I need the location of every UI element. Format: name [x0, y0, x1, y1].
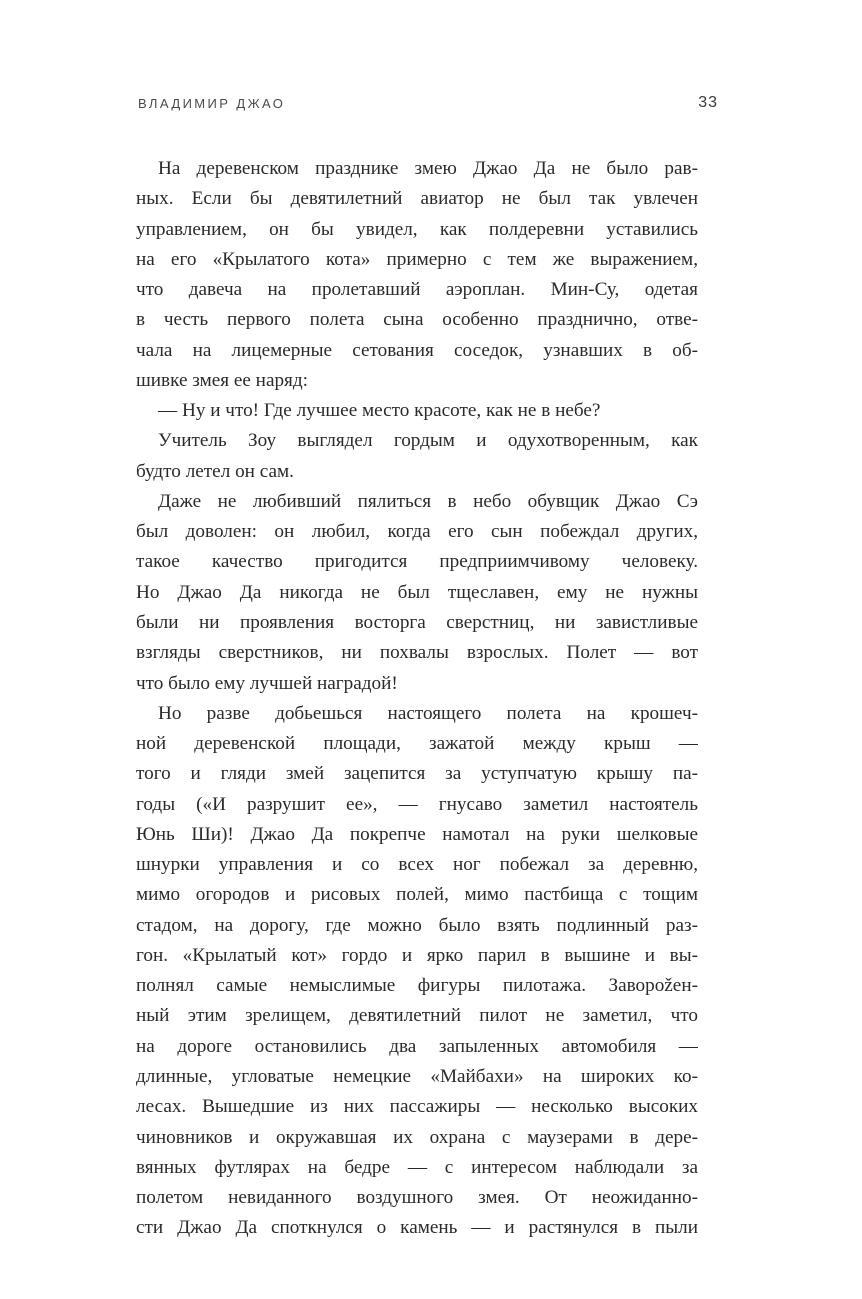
text-line: ных. Если бы девятилетний авиатор не был так увлечен: [136, 188, 698, 210]
text-line: того и гляди змей зацепится за уступчатую крышу па-: [136, 763, 698, 785]
text-line: были ни проявления восторга сверстниц, ни завистливые: [136, 611, 698, 633]
text-line: был доволен: он любил, когда его сын побеждал других,: [136, 521, 698, 543]
text-line: ный этим зрелищем, девятилетний пилот не заметил, что: [136, 1005, 698, 1027]
text-line: Учитель Зоу выглядел гордым и одухотворенным, как: [158, 430, 698, 452]
text-line: чала на лицемерные сетования соседок, узнавших в об-: [136, 339, 698, 361]
text-line: управлением, он бы увидел, как полдеревни уставились: [136, 218, 698, 240]
text-line: длинные, угловатые немецкие «Майбахи» на широких ко-: [136, 1065, 698, 1087]
text-line: полнял самые немыслимые фигуры пилотажа. Завороžен-: [136, 975, 698, 997]
text-line: Но Джао Да никогда не был тщеславен, ему не нужны: [136, 581, 698, 603]
text-line: мимо огородов и рисовых полей, мимо пастбища с тощим: [136, 884, 698, 906]
body-text: [136, 154, 698, 1244]
page-header: [138, 94, 718, 118]
running-head: ВЛАДИМИР ДЖАО: [138, 96, 286, 111]
page-number: 33: [698, 94, 718, 111]
text-line: на его «Крылатого кота» примерно с тем же выражением,: [136, 248, 698, 270]
text-line: шнурки управления и со всех ног побежал за деревню,: [136, 854, 698, 876]
text-line: На деревенском празднике змею Джао Да не было рав-: [158, 158, 698, 179]
text-line: гон. «Крылатый кот» гордо и ярко парил в вышине и вы-: [136, 944, 698, 966]
text-line: годы («И разрушит ее», — гнусаво заметил настоятель: [136, 793, 698, 815]
text-line: сти Джао Да споткнулся о камень — и растянулся в пыли: [136, 1217, 698, 1239]
text-line: ной деревенской площади, зажатой между крыш —: [136, 733, 698, 755]
text-line: полетом невиданного воздушного змея. От неожиданно-: [136, 1187, 698, 1209]
text-line: Юнь Ши)! Джао Да покрепче намотал на руки шелковые: [136, 823, 698, 845]
text-line: на дороге остановились два запыленных автомобиля —: [136, 1035, 698, 1057]
text-line: что давеча на пролетавший аэроплан. Мин-Су, одетая: [136, 279, 698, 301]
text-line: лесах. Вышедшие из них пассажиры — несколько высоких: [136, 1096, 698, 1118]
text-line: Даже не любивший пялиться в небо обувщик Джао Сэ: [158, 490, 698, 512]
text-line: Но разве добьешься настоящего полета на крошеч-: [158, 702, 698, 724]
text-line: стадом, на дорогу, где можно было взять подлинный раз-: [136, 914, 698, 936]
text-line: будто летел он сам.: [136, 460, 294, 482]
text-line: что было ему лучшей наградой!: [136, 672, 398, 694]
text-line: — Ну и что! Где лучшее место красоте, как не в небе?: [158, 400, 601, 422]
text-line: чиновников и окружавшая их охрана с маузерами в дере-: [136, 1126, 698, 1148]
text-line: такое качество пригодится предприимчивому человеку.: [136, 551, 698, 573]
text-line: взгляды сверстников, ни похвалы взрослых. Полет — вот: [136, 642, 698, 664]
text-line: шивке змея ее наряд:: [136, 369, 308, 391]
text-line: в честь первого полета сына особенно празднично, отве-: [136, 309, 698, 331]
text-line: вянных футлярах на бедре — с интересом наблюдали за: [136, 1156, 698, 1178]
